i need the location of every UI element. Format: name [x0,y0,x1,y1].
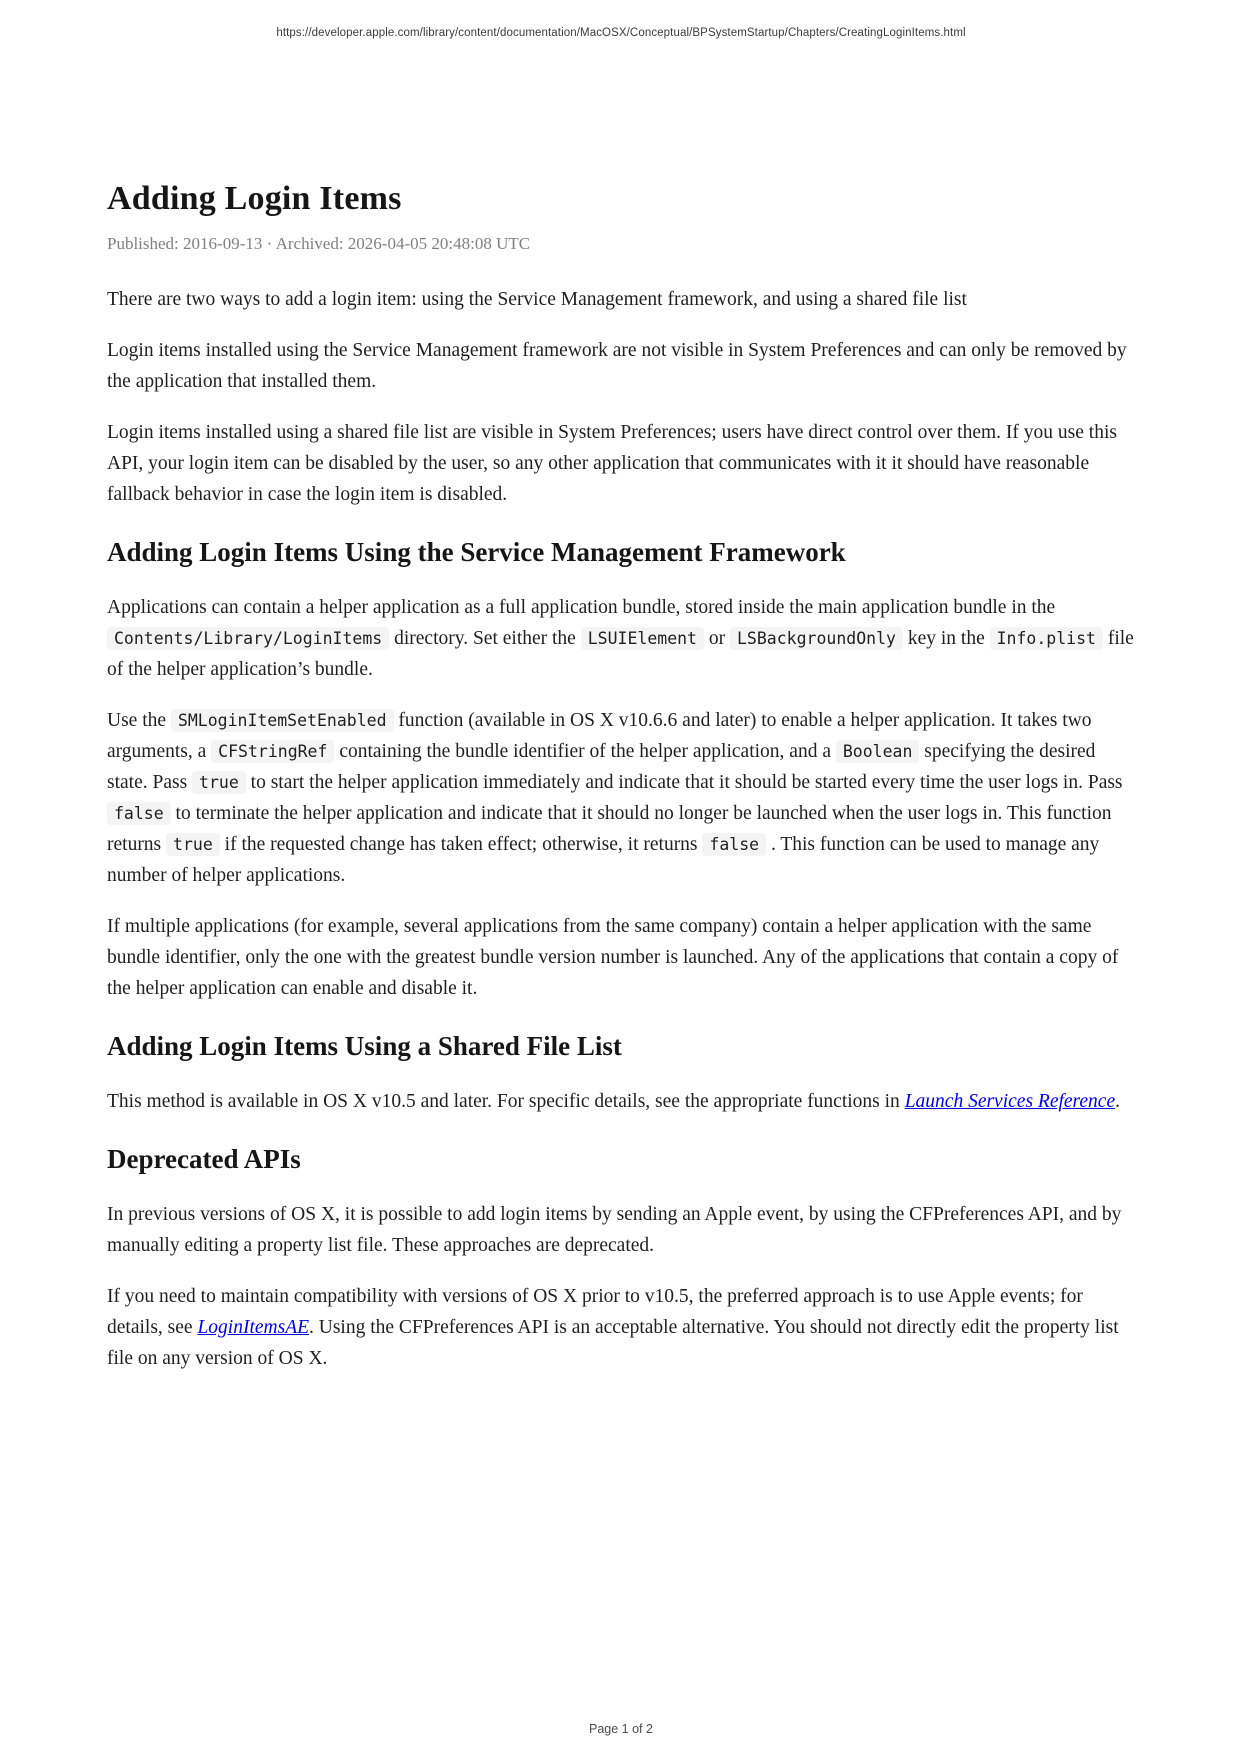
text-run: Login items installed using a shared file list are visible in System Preferences; users have direct control over them. If you use this API, your login item can be disabled by the user, so any other application that communicates with it it should have reasonable fallback behavior in case the login item is disabled. [107,422,1117,505]
section-heading-service-management: Adding Login Items Using the Service Management Framework [107,537,846,567]
paragraph [107,1281,1137,1374]
text-run: containing the bundle identifier of the helper application, and a [334,741,836,762]
paragraph [107,911,1137,1004]
inline-code: true [166,833,220,856]
page-footer: Page 1 of 2 [589,1722,653,1736]
article-blocks [107,284,1137,1374]
published-meta: Published: 2016-09-13 · Archived: 2026-04-05 20:48:08 UTC [107,234,531,253]
paragraph [107,705,1137,891]
article [107,180,1137,1394]
text-run: Applications can contain a helper application as a full application bundle, stored inside the main application bundle in the [107,597,1056,618]
text-run: If multiple applications (for example, several applications from the same company) contain a helper application with the same bundle identifier, only the one with the greatest bundle version number is launched. Any of the applications that contain a copy of the helper application can enable and disable it. [107,916,1119,999]
inline-code: true [192,771,246,794]
text-run: file of the helper application’s bundle. [107,628,1134,680]
inline-code: CFStringRef [211,740,334,763]
text-run: to start the helper application immediately and indicate that it should be started every time the user logs in. Pass [245,772,1123,793]
text-run: This method is available in OS X v10.5 and later. For specific details, see the appropriate functions in [107,1091,905,1112]
text-run: Use the [107,710,171,731]
page-title: Adding Login Items [107,180,402,217]
section-heading-shared-file-list: Adding Login Items Using a Shared File List [107,1031,622,1061]
text-run: if the requested change has taken effect; otherwise, it returns [219,834,703,855]
paragraph [107,1199,1137,1261]
paragraph [107,284,1137,315]
doc-link[interactable]: Launch Services Reference [904,1091,1116,1112]
doc-link[interactable]: LoginItemsAE [197,1317,310,1338]
inline-code: false [107,802,171,825]
paragraph [107,335,1137,397]
text-run: function (available in OS X v10.6.6 and later) to enable a helper application. It takes two arguments, a [107,710,1092,762]
inline-code: Contents/Library/LoginItems [107,627,389,650]
inline-code: LSUIElement [581,627,704,650]
paragraph [107,1086,1137,1117]
paragraph [107,417,1137,510]
section-heading-deprecated-apis: Deprecated APIs [107,1144,301,1174]
text-run: . Using the CFPreferences API is an acceptable alternative. You should not directly edit the property list file on any version of OS X. [107,1317,1119,1369]
inline-code: Boolean [836,740,920,763]
text-run: . [1115,1091,1120,1112]
text-run: There are two ways to add a login item: using the Service Management framework, and using a shared file list [107,289,967,310]
header-url: https://developer.apple.com/library/content/documentation/MacOSX/Conceptual/BPSystemStartup/Chapters/CreatingLoginItems.html [276,27,966,39]
text-run: or [704,628,730,649]
inline-code: Info.plist [990,627,1103,650]
text-run: Login items installed using the Service Management framework are not visible in System Preferences and can only be removed by the application that installed them. [107,340,1127,392]
paragraph [107,592,1137,685]
text-run: key in the [902,628,990,649]
inline-code: SMLoginItemSetEnabled [171,709,394,732]
text-run: to terminate the helper application and indicate that it should no longer be launched when the user logs in. This function returns [107,803,1112,855]
text-run: specifying the desired state. Pass [107,741,1096,793]
inline-code: false [702,833,766,856]
text-run: . This function can be used to manage any number of helper applications. [107,834,1100,886]
text-run: directory. Set either the [389,628,581,649]
text-run: In previous versions of OS X, it is possible to add login items by sending an Apple event, by using the CFPreferences API, and by manually editing a property list file. These approaches are deprecated. [107,1204,1122,1256]
inline-code: LSBackgroundOnly [730,627,903,650]
text-run: If you need to maintain compatibility with versions of OS X prior to v10.5, the preferred approach is to use Apple events; for details, see [107,1286,1083,1338]
